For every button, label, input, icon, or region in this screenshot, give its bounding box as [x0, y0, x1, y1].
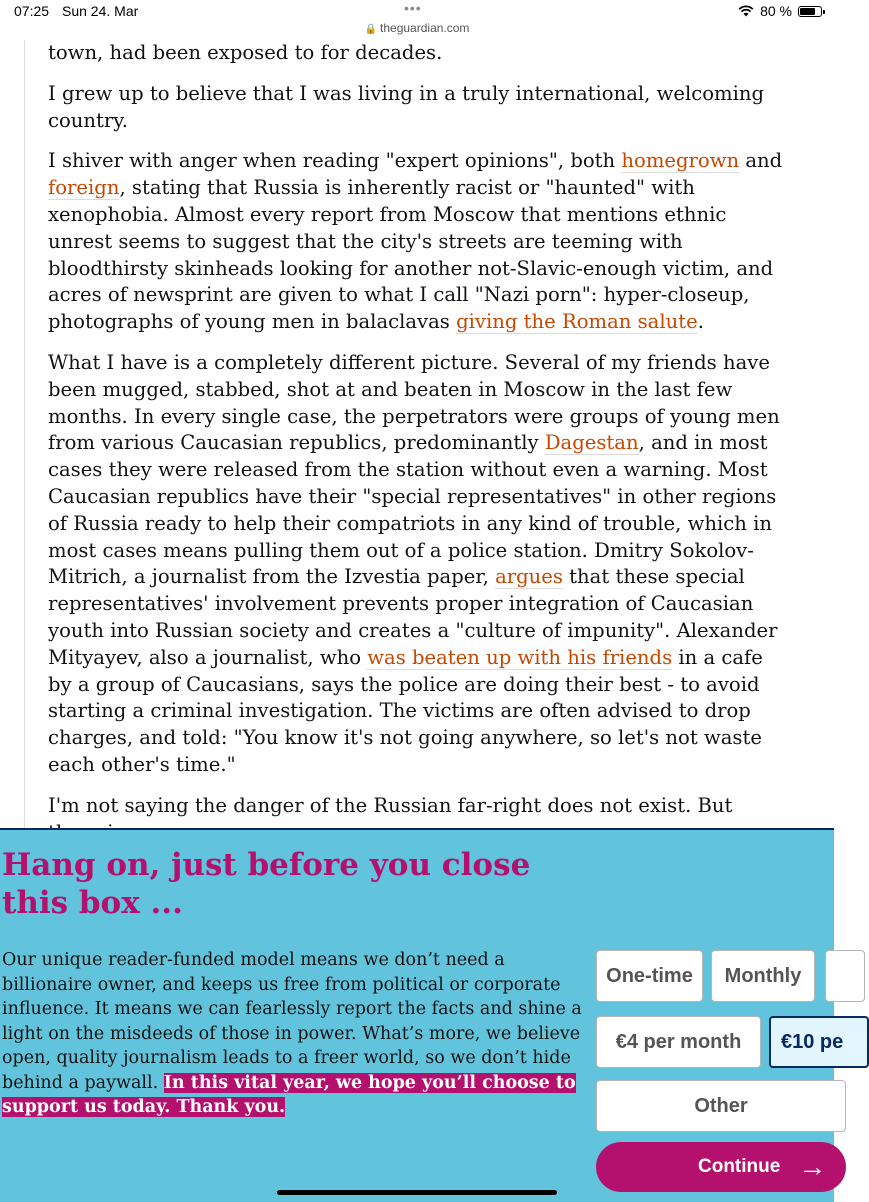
text: and — [739, 149, 783, 173]
link-foreign[interactable]: foreign — [48, 176, 120, 200]
link-roman-salute[interactable]: giving the Roman salute — [456, 310, 698, 334]
link-homegrown[interactable]: homegrown — [621, 149, 740, 173]
link-beaten-up[interactable]: was beaten up with his friends — [367, 645, 673, 669]
battery-percentage: 80 % — [760, 3, 792, 19]
support-banner — [0, 828, 844, 1202]
continue-button[interactable] — [596, 1142, 846, 1192]
paragraph: town, had been exposed to for decades. — [48, 41, 443, 64]
paragraph — [48, 148, 788, 336]
paragraph: I'm not saying the danger of the Russian far-right does not exist. But — [48, 793, 733, 817]
amount-4-button[interactable]: €4 per month — [596, 1016, 761, 1068]
text: in a cafe by a group of Caucasians, says the police are doing their best - to avoid starting a criminal investigation. The victims are often advised to drop charges, and told: "You know it's not going anywhere, so let's not waste each other's time." — [48, 645, 763, 776]
battery-area — [738, 3, 822, 19]
home-indicator[interactable] — [277, 1190, 557, 1195]
paragraph — [48, 350, 788, 779]
status-time: 07:25 — [14, 3, 50, 19]
text: What I have is a completely different picture. Several of my friends have been mugged, stabbed, shot at and beaten in Moscow in the last few months. In every single case, the perpetrators were groups of young men from various Caucasian republics, predominantly — [48, 350, 780, 455]
arrow-right-icon: → — [798, 1151, 827, 1182]
battery-icon — [798, 6, 822, 17]
link-dagestan[interactable]: Dagestan — [544, 431, 639, 455]
text: I shiver with anger when reading "expert opinions", both — [48, 149, 622, 173]
banner-body-text: Our unique reader-funded model means we don’t need a billionaire owner, and keeps us free from political or corporate influence. It means we can fearlessly report the facts and shine a light on the misdeeds of those in power. What’s more, we believe open, quality journalism leads to a freer world, so we don’t hide behind a paywall. — [2, 950, 582, 1093]
continue-label: Continue — [698, 1156, 781, 1177]
article-left-rule — [24, 40, 25, 830]
wifi-icon — [738, 5, 754, 17]
banner-heading: Hang on, just before you close this box ... — [2, 847, 531, 921]
article-body — [48, 40, 788, 860]
url-bar[interactable] — [0, 21, 834, 35]
url-text: theguardian.com — [380, 21, 470, 35]
lock-icon: 🔒 — [364, 24, 378, 35]
frequency-one-time-button[interactable]: One-time — [596, 950, 703, 1002]
banner-highlight-text: In this vital year, we hope you’ll choose to support us today. Thank you. — [2, 1072, 576, 1117]
battery-level-fill — [800, 8, 815, 15]
text: , stating that Russia is inherently racist or "haunted" with xenophobia. Almost every report from Moscow that mentions ethnic unrest seems to suggest that the city's streets are teeming with bloodthirsty skinheads looking for another not-Slavic-enough victim, and acres of newsprint are given to what I call "Nazi porn": hyper-closeup, photographs of young men in balaclavas — [48, 176, 774, 334]
text: . — [697, 310, 704, 334]
banner-body — [2, 948, 582, 1120]
amount-other-button[interactable]: Other — [596, 1080, 846, 1132]
multitasking-dots-icon[interactable]: ••• — [404, 0, 422, 16]
frequency-monthly-button[interactable]: Monthly — [711, 950, 815, 1002]
frequency-annual-button[interactable] — [825, 950, 865, 1002]
text: that these special representatives' involvement prevents proper integration of Caucasian youth into Russian society and creates a "culture of impunity". Alexander Mityayev, also a journalist, who — [48, 565, 778, 669]
amount-10-button[interactable]: €10 pe — [769, 1016, 869, 1068]
link-argues[interactable]: argues — [495, 565, 563, 589]
status-date: Sun 24. Mar — [62, 3, 139, 19]
paragraph: I grew up to believe that I was living in a truly international, welcoming country. — [48, 81, 765, 132]
text: , and in most cases they were released from the station without even a warning. Most Caucasian republics have their "special representatives" in other regions of Russia ready to help their compatriots in any kind of trouble, which in most cases means pulling them out of a police station. Dmitry Sokolov-Mitrich, a journalist from the Izvestia paper, — [48, 431, 777, 589]
